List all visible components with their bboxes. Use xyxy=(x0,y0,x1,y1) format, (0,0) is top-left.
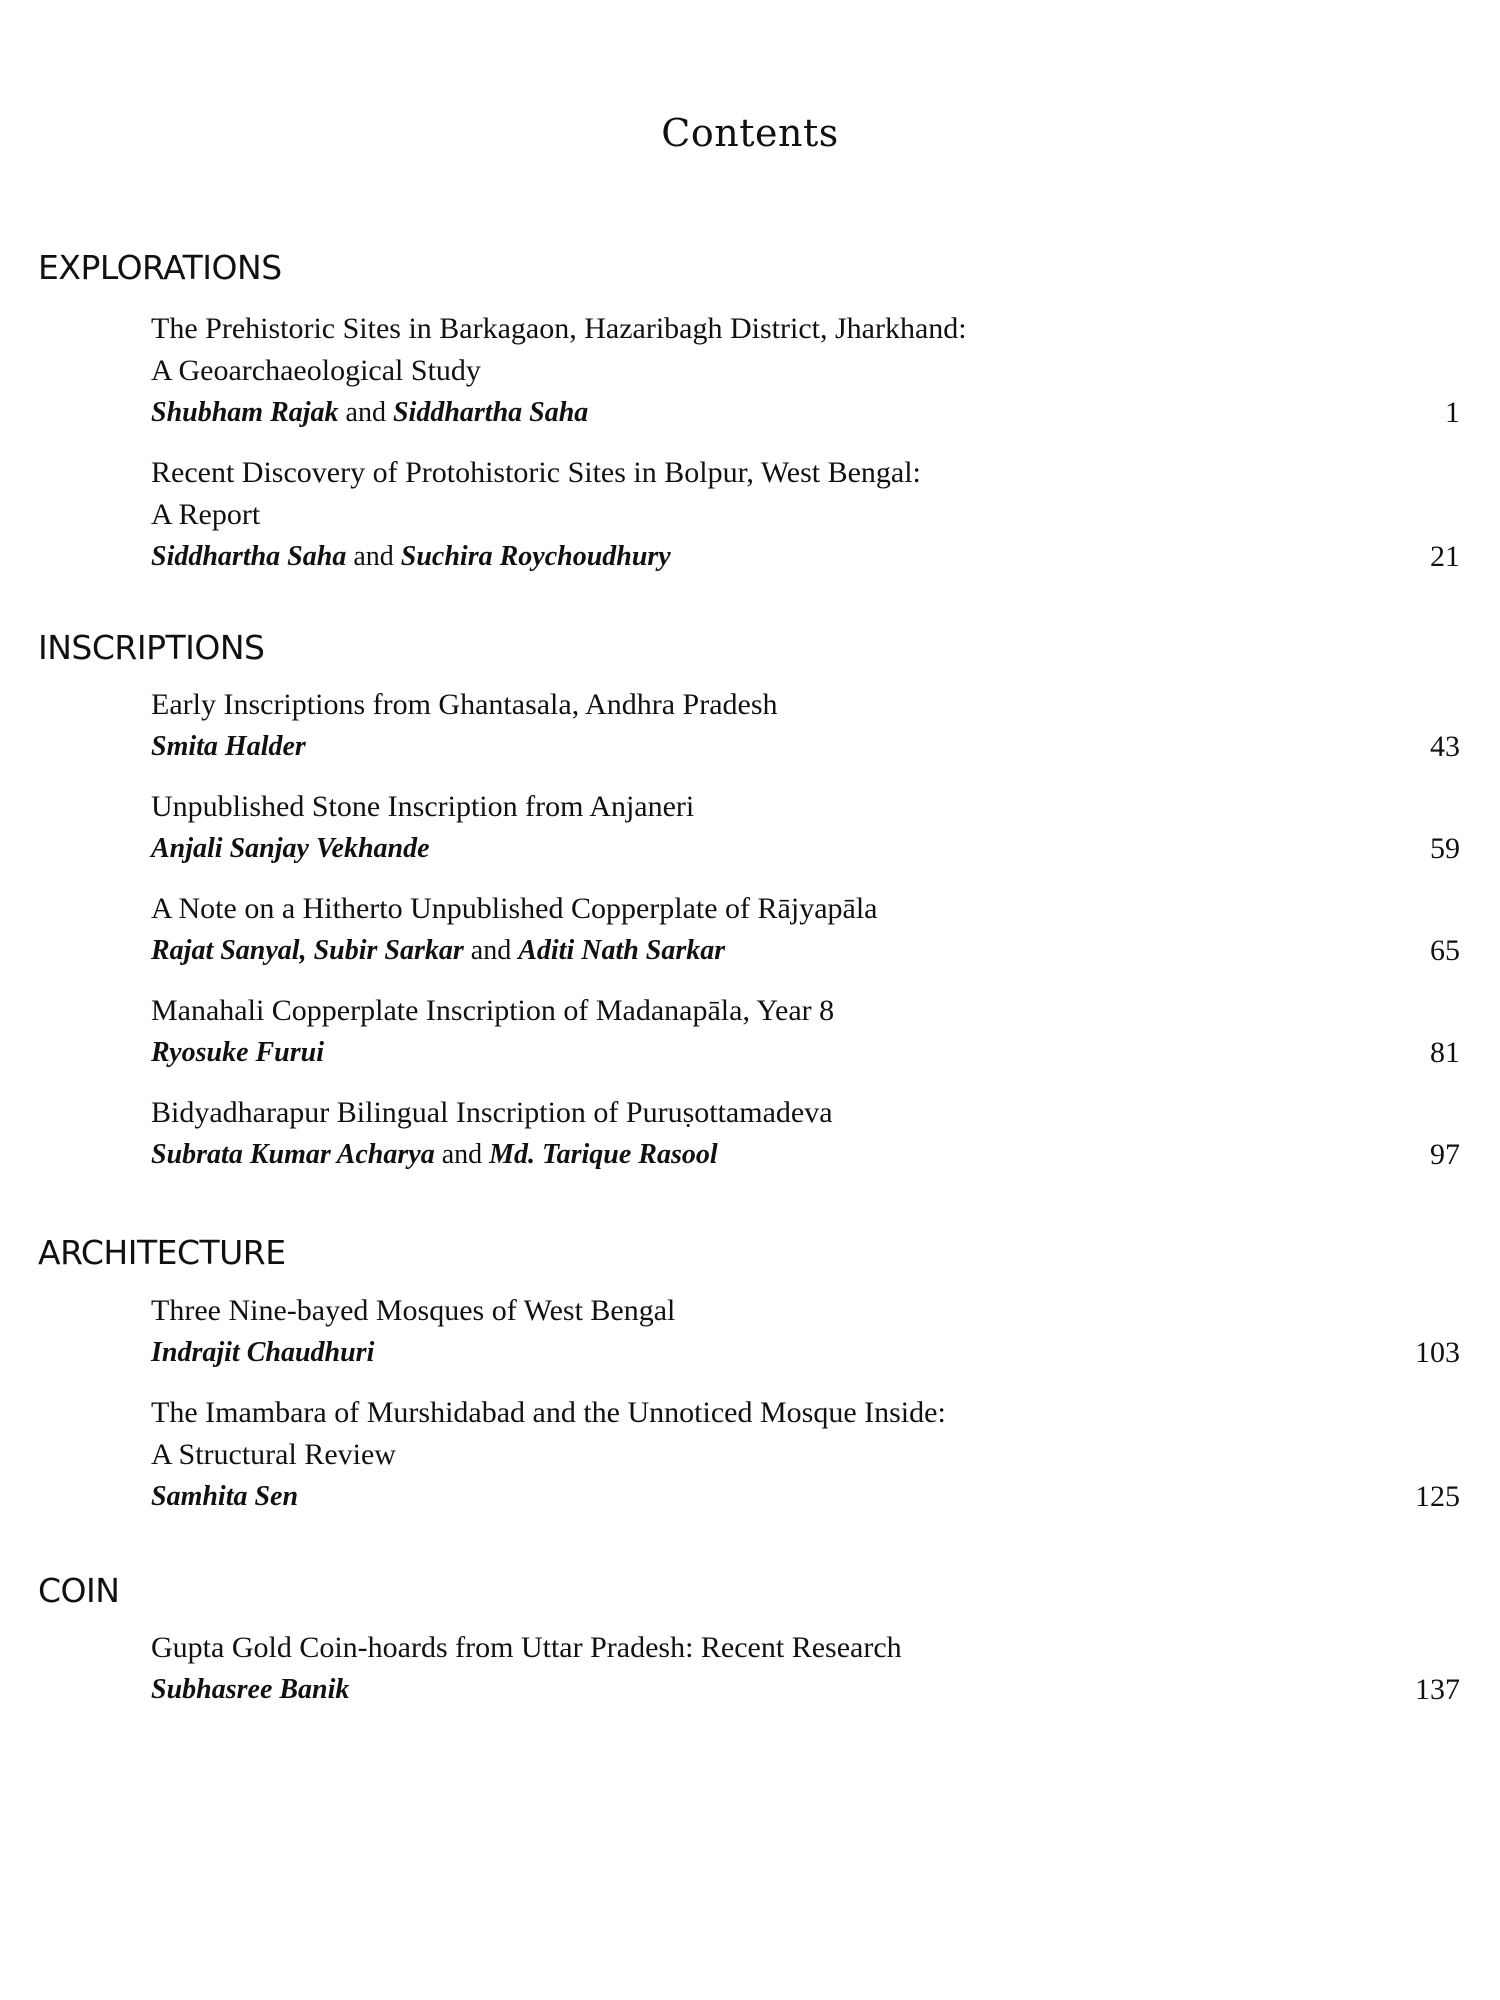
entry-authors: Rajat Sanyal, Subir Sarkar and Aditi Nath Sarkar xyxy=(151,935,726,966)
entry-page-number: 125 xyxy=(1415,1480,1460,1513)
entry-authors: Anjali Sanjay Vekhande xyxy=(151,833,430,864)
section-heading: ARCHITECTURE xyxy=(38,1233,286,1272)
entry-authors: Smita Halder xyxy=(151,731,306,762)
entry-authors: Indrajit Chaudhuri xyxy=(151,1337,375,1368)
entry-authors: Shubham Rajak and Siddhartha Saha xyxy=(151,397,589,428)
entry-page-number: 65 xyxy=(1430,934,1460,967)
entry-page-number: 137 xyxy=(1415,1673,1460,1706)
entry-page-number: 103 xyxy=(1415,1336,1460,1369)
entry-title: Recent Discovery of Protohistoric Sites in Bolpur, West Bengal: A Report xyxy=(151,456,921,531)
entry-title: Manahali Copperplate Inscription of Madanapāla, Year 8 xyxy=(151,994,835,1027)
entry-title: Unpublished Stone Inscription from Anjaneri xyxy=(151,790,695,823)
section-heading: EXPLORATIONS xyxy=(38,248,282,287)
entry-page-number: 43 xyxy=(1430,730,1460,763)
entry-title: Early Inscriptions from Ghantasala, Andhra Pradesh xyxy=(151,688,778,721)
entry-page-number: 97 xyxy=(1430,1138,1460,1171)
page-title: Contents xyxy=(661,111,839,155)
entry-page-number: 81 xyxy=(1430,1036,1460,1069)
entry-authors: Siddhartha Saha and Suchira Roychoudhury xyxy=(151,541,671,572)
entry-title: The Prehistoric Sites in Barkagaon, Hazaribagh District, Jharkhand: A Geoarchaeological Study xyxy=(151,312,967,387)
entry-authors: Subhasree Banik xyxy=(151,1674,350,1705)
entry-page-number: 1 xyxy=(1445,396,1460,429)
section-heading: INSCRIPTIONS xyxy=(38,628,265,667)
entry-title: Bidyadharapur Bilingual Inscription of Puruṣottamadeva xyxy=(151,1096,833,1129)
entry-page-number: 21 xyxy=(1430,540,1460,573)
section-heading: COIN xyxy=(38,1571,120,1610)
entry-authors: Subrata Kumar Acharya and Md. Tarique Rasool xyxy=(151,1139,718,1170)
entry-authors: Ryosuke Furui xyxy=(151,1037,324,1068)
entry-title: Gupta Gold Coin-hoards from Uttar Pradesh: Recent Research xyxy=(151,1631,902,1664)
entry-page-number: 59 xyxy=(1430,832,1460,865)
entry-title: The Imambara of Murshidabad and the Unnoticed Mosque Inside: A Structural Review xyxy=(151,1396,946,1471)
entry-title: Three Nine-bayed Mosques of West Bengal xyxy=(151,1294,676,1327)
entry-authors: Samhita Sen xyxy=(151,1481,299,1512)
entry-title: A Note on a Hitherto Unpublished Copperplate of Rājyapāla xyxy=(151,892,878,925)
